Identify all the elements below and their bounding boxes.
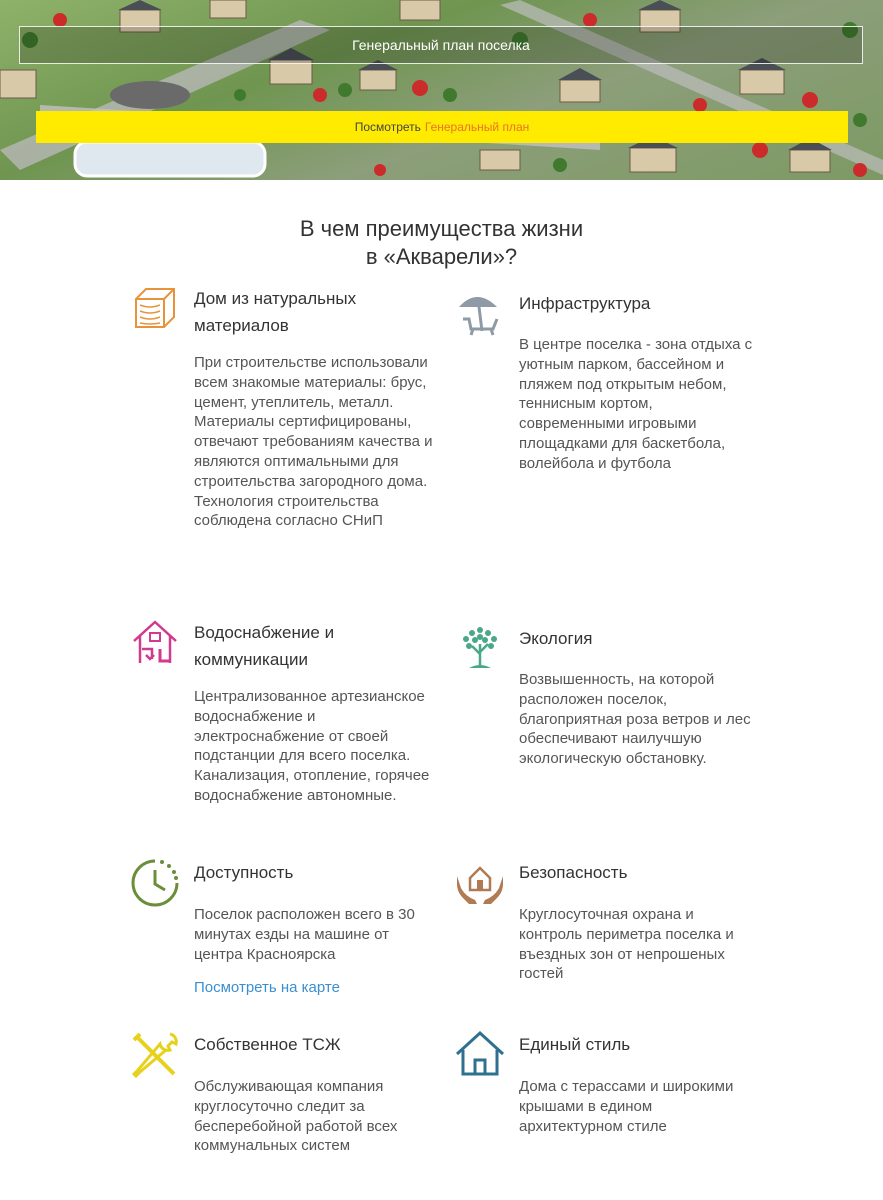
feature-title: Безопасность [519, 863, 628, 882]
tree-icon [455, 624, 505, 674]
view-plan-prefix: Посмотреть [354, 120, 421, 134]
feature-title: Экология [519, 629, 593, 648]
advantages-title-line2: в «Акварели»? [365, 244, 518, 269]
feature-text: При строительстве использовали всем знакомые материалы: брус, цемент, утеплитель, металл. Материалы сертифицированы, отвечают требованиям качества и являются оптимальными для строительства загородного дома. Технология строительства соблюдена согласно СНиП [194, 354, 433, 530]
feature-text: Возвышенность, на которой расположен поселок, благоприятная роза ветров и лес обеспечивают наилучшую экологическую обстановку. [519, 671, 751, 768]
house-utilities-icon [130, 619, 180, 669]
feature-text: Поселок расположен всего в 30 минутах езды на машине от центра Красноярска [194, 906, 415, 963]
hands-house-icon [455, 858, 505, 908]
feature-title: Доступность [194, 863, 294, 882]
feature-text: Дома с терассами и широкими крышами в едином архитектурном стиле [519, 1078, 734, 1135]
tools-icon [130, 1030, 180, 1080]
view-on-map-link[interactable]: Посмотреть на карте [194, 979, 340, 996]
beach-umbrella-icon [455, 289, 505, 339]
plan-title: Генеральный план поселка [19, 26, 863, 64]
feature-title: Дом из натуральных материалов [194, 289, 357, 335]
clock-icon [130, 858, 180, 908]
feature-title: Инфраструктура [519, 294, 651, 313]
view-plan-accent: Генеральный план [424, 120, 530, 134]
advantages-title [0, 215, 883, 271]
feature-title: Единый стиль [519, 1035, 631, 1054]
wood-icon [130, 285, 180, 335]
feature-text: Обслуживающая компания круглосуточно следит за бесперебойной работой всех коммунальных систем [194, 1078, 398, 1155]
feature-text: В центре поселка - зона отдыха с уютным парком, бассейном и пляжем под открытым небом, теннисным кортом, современными игровыми площадками для баскетбола, волейбола и футбола [519, 336, 753, 472]
view-plan-button[interactable] [36, 111, 848, 143]
feature-text: Централизованное артезианское водоснабжение и электроснабжение от своей подстанции для всего поселка. Канализация, отопление, горячее водоснабжение автономные. [194, 688, 430, 804]
hero-banner [0, 0, 883, 180]
advantages-title-line1: В чем преимущества жизни [299, 216, 584, 241]
feature-text: Круглосуточная охрана и контроль периметра поселка и въездных зон от непрошеных гостей [519, 906, 734, 983]
feature-title: Водоснабжение и коммуникации [194, 623, 335, 669]
feature-title: Собственное ТСЖ [194, 1035, 341, 1054]
house-outline-icon [455, 1030, 505, 1080]
